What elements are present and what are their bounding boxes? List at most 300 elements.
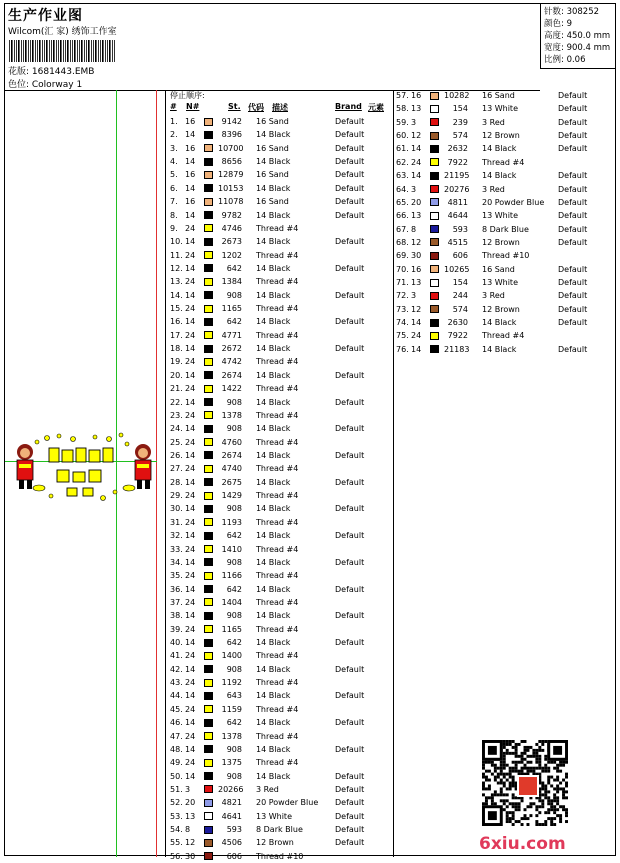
row-needle: 24 [411,331,422,341]
qr-module [547,817,550,820]
qr-module [503,761,506,764]
qr-module [506,752,509,755]
qr-module [491,764,494,767]
qr-module [556,808,559,811]
qr-module [538,767,541,770]
row-index: 11. [170,250,183,260]
qr-module [553,823,556,826]
row-description: 14 Black [256,531,291,541]
thread-color-swatch [204,545,213,553]
row-stitch-count: 4742 [221,357,242,367]
row-description: 14 Black [256,638,291,648]
qr-module [509,773,512,776]
row-brand: Default [558,144,588,154]
row-description: 16 Sand [256,170,289,180]
colorway-label: 色位: Colorway 1 [8,80,83,90]
qr-module [503,746,506,749]
qr-module [547,808,550,811]
qr-module [553,767,556,770]
row-brand: Default [558,211,588,221]
row-needle: 14 [185,130,196,140]
qr-module [562,790,565,793]
row-needle: 14 [185,664,196,674]
row-description: Thread #4 [256,491,299,501]
row-needle: 14 [185,210,196,220]
qr-module [524,764,527,767]
barcode-bar [88,40,90,62]
barcode-bar [14,40,15,62]
row-index: 70. [396,264,409,274]
qr-module [535,820,538,823]
barcode-bar [30,40,31,62]
qr-module [518,802,521,805]
barcode-bar [49,40,50,62]
row-stitch-count: 239 [452,117,468,127]
thread-color-swatch [204,264,213,272]
qr-module [494,767,497,770]
left-figure-motif [17,444,45,491]
row-index: 3. [170,143,178,153]
qr-module [494,764,497,767]
qr-module [512,779,515,782]
thread-color-swatch [430,225,439,233]
qr-module [544,811,547,814]
row-needle: 14 [411,318,422,328]
qr-module [485,776,488,779]
thread-color-swatch [204,612,213,620]
row-brand: Default [335,117,365,126]
row-stitch-count: 21195 [444,171,470,181]
qr-module [538,749,541,752]
row-needle: 24 [185,571,196,581]
row-description: Thread #10 [482,251,530,261]
qr-module [518,770,521,773]
qr-module [482,793,485,796]
qr-module [556,799,559,802]
qr-module [506,814,509,817]
qr-module [488,784,491,787]
thread-color-swatch [204,345,213,353]
qr-module [506,743,509,746]
qr-module [506,779,509,782]
row-brand: Default [558,318,588,328]
row-description: Thread #4 [256,250,299,260]
stat-scale: 比例: 0.06 [544,55,586,65]
qr-module [532,767,535,770]
row-index: 23. [170,410,183,420]
row-description: 8 Dark Blue [256,825,303,835]
design-stats-panel [540,4,616,69]
barcode-bar [86,40,87,62]
row-brand: Default [335,744,365,754]
row-description: Thread #4 [256,357,299,367]
row-brand: Default [558,278,588,288]
row-needle: 24 [185,357,196,367]
thread-color-swatch [204,665,213,673]
thread-color-swatch [430,305,439,313]
qr-module [500,764,503,767]
production-worksheet [4,3,616,861]
col-header-brand: Brand [335,102,362,111]
thread-color-swatch [204,812,213,820]
row-index: 52. [170,798,183,808]
barcode-bar [70,40,71,62]
qr-module [503,767,506,770]
qr-module [515,808,518,811]
barcode-bar [102,40,104,62]
qr-module [532,802,535,805]
qr-module [509,752,512,755]
thread-color-swatch [430,132,439,140]
row-stitch-count: 4811 [447,197,468,207]
barcode-bar [109,40,111,62]
row-index: 56. [170,851,183,861]
row-index: 25. [170,437,183,447]
row-stitch-count: 1384 [221,277,242,287]
row-needle: 14 [411,144,422,154]
qr-module [488,811,497,820]
qr-module [556,776,559,779]
thread-color-swatch [204,639,213,647]
qr-module [497,776,500,779]
qr-module [494,779,497,782]
row-description: 14 Black [256,477,291,487]
qr-module [518,755,521,758]
thread-color-swatch [204,371,213,379]
qr-module [553,799,556,802]
qr-module [512,784,515,787]
row-brand: Default [558,104,588,114]
qr-module [535,814,538,817]
row-stitch-count: 908 [226,664,242,674]
thread-color-swatch [204,184,213,192]
qr-module [515,752,518,755]
qr-module [491,773,494,776]
row-brand: Default [558,237,588,247]
row-index: 46. [170,718,183,728]
row-needle: 24 [185,704,196,714]
qr-module [503,752,506,755]
row-index: 20. [170,370,183,380]
qr-module [565,776,568,779]
thread-color-swatch [204,171,213,179]
qr-module [497,782,500,785]
row-brand: Default [335,237,365,247]
row-stitch-count: 10282 [444,91,470,100]
row-stitch-count: 1193 [221,517,242,527]
qr-module [565,820,568,823]
row-index: 69. [396,251,409,261]
barcode-bar [21,40,22,62]
row-index: 6. [170,183,178,193]
row-stitch-count: 8396 [221,130,242,140]
barcode-bar [23,40,24,62]
row-description: 14 Black [256,584,291,594]
row-brand: Default [335,784,365,794]
row-index: 48. [170,744,183,754]
qr-module [503,776,506,779]
thread-color-swatch [204,451,213,459]
row-description: Thread #4 [256,223,299,233]
qr-module [512,752,515,755]
row-stitch-count: 10153 [218,183,244,193]
qr-module [532,755,535,758]
qr-module [512,776,515,779]
qr-module [535,761,538,764]
design-preview-panel [5,90,166,857]
row-index: 62. [396,157,409,167]
qr-module [553,779,556,782]
row-description: 3 Red [482,117,505,127]
row-needle: 13 [411,278,422,288]
qr-module [547,779,550,782]
qr-module [562,787,565,790]
row-needle: 12 [411,304,422,314]
row-needle: 24 [185,731,196,741]
row-index: 40. [170,638,183,648]
qr-module [547,802,550,805]
row-index: 27. [170,464,183,474]
row-index: 4. [170,157,178,167]
qr-module [565,796,568,799]
qr-module [544,796,547,799]
qr-module [488,787,491,790]
qr-module [524,814,527,817]
row-needle: 24 [185,624,196,634]
qr-module [503,782,506,785]
qr-module [544,740,547,743]
row-description: 14 Black [256,317,291,327]
row-brand: Default [335,130,365,140]
row-index: 29. [170,491,183,501]
row-description: Thread #4 [256,384,299,394]
row-description: 14 Black [256,397,291,407]
row-brand: Default [558,264,588,274]
row-description: Thread #4 [256,437,299,447]
thread-color-swatch [430,292,439,300]
col-header-code: 代码 [248,103,264,112]
qr-module [544,764,547,767]
thread-color-swatch [204,719,213,727]
row-description: 12 Brown [482,304,520,314]
thread-color-swatch [204,425,213,433]
row-stitch-count: 1192 [221,678,242,688]
qr-module [556,790,559,793]
right-figure-motif [123,444,151,491]
qr-module [541,793,544,796]
row-stitch-count: 4760 [221,437,242,447]
row-description: 12 Brown [256,838,294,848]
qr-module [503,764,506,767]
row-stitch-count: 642 [226,263,242,273]
barcode-bar [112,40,113,62]
row-needle: 30 [185,851,196,861]
qr-module [541,767,544,770]
thread-color-swatch [204,224,213,232]
qr-module [503,740,506,743]
row-brand: Default [558,91,588,100]
barcode-bar [65,40,66,62]
qr-module [541,805,544,808]
qr-module [482,776,485,779]
row-needle: 13 [185,811,196,821]
qr-module [521,758,524,761]
row-needle: 24 [185,223,196,233]
row-index: 7. [170,197,178,207]
row-description: 3 Red [482,184,505,194]
row-stitch-count: 2632 [447,144,468,154]
barcode-bar [32,40,34,62]
row-description: 8 Dark Blue [482,224,529,234]
qr-module [521,740,524,743]
row-brand: Default [335,170,365,180]
row-needle: 12 [411,237,422,247]
qr-module [524,749,527,752]
qr-module [503,755,506,758]
thread-color-swatch [204,585,213,593]
row-description: 16 Sand [482,264,515,274]
thread-color-swatch [204,852,213,860]
row-brand: Default [335,183,365,193]
row-needle: 14 [185,157,196,167]
qr-module [559,764,562,767]
qr-module [541,770,544,773]
qr-module [559,770,562,773]
qr-module [553,817,556,820]
qr-module [526,805,529,808]
row-stitch-count: 1166 [221,571,242,581]
barcode-bar [98,40,99,62]
qr-module [547,799,550,802]
qr-module [547,811,550,814]
row-description: 14 Black [256,450,291,460]
qr-module [491,802,494,805]
row-stitch-count: 593 [452,224,468,234]
qr-module [535,749,538,752]
qr-module [559,817,562,820]
row-needle: 14 [185,718,196,728]
row-needle: 24 [185,758,196,768]
qr-module [509,817,512,820]
qr-module [544,790,547,793]
qr-module [509,802,512,805]
row-needle: 14 [185,771,196,781]
row-needle: 24 [185,304,196,314]
thread-color-swatch [204,839,213,847]
thread-color-swatch [430,158,439,166]
thread-color-swatch [430,118,439,126]
qr-module [553,796,556,799]
qr-module [503,808,506,811]
thread-color-swatch [204,732,213,740]
qr-module [529,814,532,817]
thread-color-swatch [204,799,213,807]
qr-module [538,746,541,749]
row-index: 36. [170,584,183,594]
qr-module [538,761,541,764]
row-index: 74. [396,318,409,328]
row-index: 39. [170,624,183,634]
row-brand: Default [335,691,365,701]
qr-module [500,782,503,785]
qr-module [521,799,524,802]
qr-module [500,773,503,776]
row-stitch-count: 908 [226,424,242,434]
barcode-bar [11,40,13,62]
qr-module [485,761,488,764]
qr-module [526,746,529,749]
row-brand: Default [558,224,588,234]
row-needle: 24 [185,678,196,688]
qr-module [538,758,541,761]
barcode-bar [93,40,94,62]
row-needle: 14 [185,263,196,273]
qr-module [500,790,503,793]
qr-module [485,779,488,782]
row-description: 16 Sand [256,197,289,207]
qr-module [547,767,550,770]
qr-module [506,773,509,776]
qr-module [562,808,565,811]
design-file-label: 花版: 1681443.EMB [8,67,95,77]
barcode-bar [58,40,59,62]
row-stitch-count: 908 [226,771,242,781]
qr-module [521,755,524,758]
row-needle: 12 [185,838,196,848]
row-needle: 24 [411,157,422,167]
row-needle: 24 [185,410,196,420]
row-description: Thread #4 [256,731,299,741]
qr-module [500,770,503,773]
row-description: 16 Sand [256,143,289,153]
row-description: 20 Powder Blue [256,798,319,808]
thread-color-swatch [204,198,213,206]
stop-sequence-column-1 [168,90,394,861]
thread-color-swatch [204,759,213,767]
row-description: Thread #4 [256,330,299,340]
qr-module [515,820,518,823]
qr-module [515,805,518,808]
qr-module [488,770,491,773]
qr-module [541,740,544,743]
row-needle: 3 [411,117,417,127]
row-index: 49. [170,758,183,768]
qr-module [524,808,527,811]
qr-module [509,784,512,787]
qr-module [553,808,556,811]
qr-module [559,787,562,790]
qr-module [556,784,559,787]
row-stitch-count: 593 [226,825,242,835]
row-stitch-count: 908 [226,290,242,300]
qr-module [494,790,497,793]
qr-module [524,746,527,749]
stop-sequence-header [168,102,393,114]
qr-module [535,758,538,761]
qr-module [509,811,512,814]
barcode-bar [72,40,73,62]
row-index: 59. [396,117,409,127]
qr-module [562,764,565,767]
row-needle: 14 [185,424,196,434]
barcode-bar [74,40,76,62]
row-brand: Default [335,531,365,541]
thread-color-swatch [204,598,213,606]
qr-module [529,761,532,764]
row-stitch-count: 4746 [221,223,242,233]
row-needle: 14 [185,450,196,460]
thread-color-swatch [430,185,439,193]
